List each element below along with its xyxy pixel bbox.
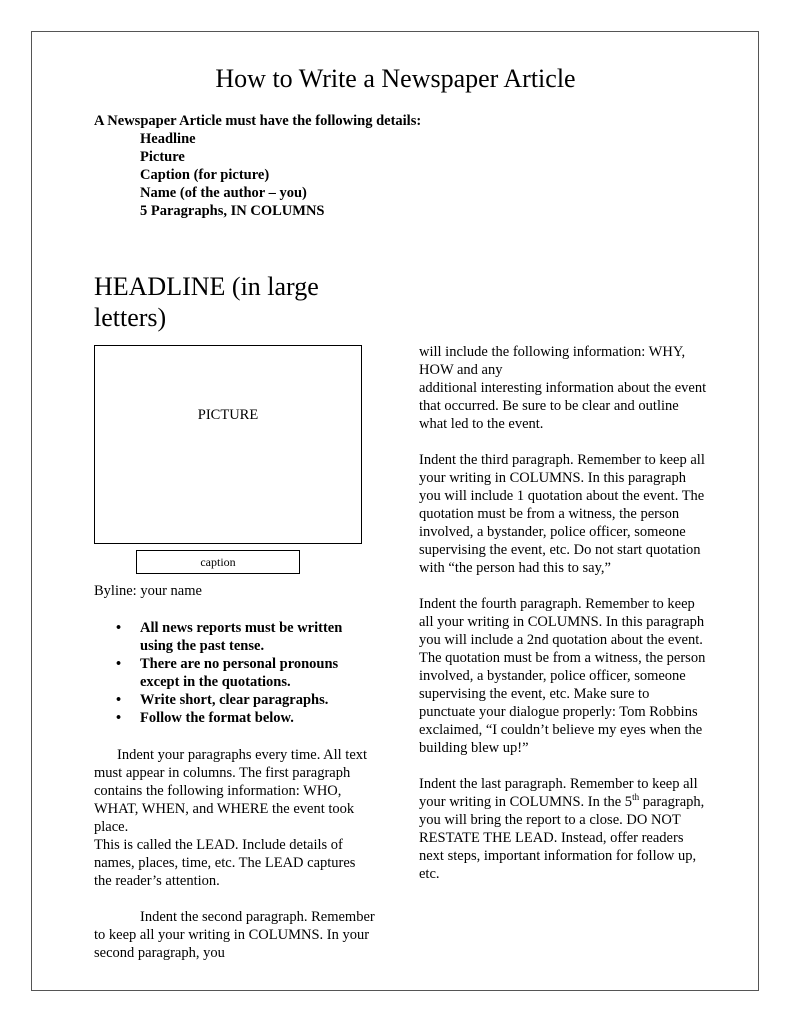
requirement-item: Headline bbox=[140, 131, 196, 147]
paragraph-2: Indent the second paragraph. Remember to keep all your writing in COLUMNS. In your second paragraph, you bbox=[94, 909, 375, 961]
rule-item: • Write short, clear paragraphs. bbox=[94, 691, 374, 709]
right-column bbox=[419, 343, 709, 901]
caption-placeholder: caption bbox=[136, 550, 300, 574]
requirement-item: 5 Paragraphs, IN COLUMNS bbox=[140, 203, 325, 219]
requirements-intro: A Newspaper Article must have the following details: bbox=[94, 113, 422, 129]
requirements-list bbox=[94, 130, 421, 220]
paragraph-4: Indent the fourth paragraph. Remember to keep all your writing in COLUMNS. In this paragraph you will include a 2nd quotation about the event. The quotation must be from a witness, the person involved, a bystander, police officer, someone supervising the event, etc. Make sure to punctuate your dialogue properly: Tom Robbins exclaimed, “I couldn’t believe my eyes when the building blew up!” bbox=[419, 596, 706, 756]
picture-placeholder bbox=[94, 345, 362, 544]
rule-item: • There are no personal pronouns except in the quotations. bbox=[94, 655, 374, 691]
picture-label: PICTURE bbox=[197, 407, 259, 423]
rule-item: • All news reports must be written using the past tense. bbox=[94, 619, 374, 655]
paragraph-5 bbox=[419, 775, 709, 883]
paragraph-2-continued: will include the following information: WHY, HOW and any bbox=[419, 344, 686, 378]
requirement-item: Picture bbox=[140, 149, 185, 165]
paragraph-5-end: paragraph, you will bring the report to a close. DO NOT RESTATE THE LEAD. Instead, offer readers next steps, important information for follow up, etc. bbox=[419, 794, 705, 882]
paragraph-5-start: Indent the last paragraph. Remember to keep all your writing in COLUMNS. In the 5 bbox=[419, 776, 698, 810]
sample-headline: HEADLINE (in large letters) bbox=[94, 272, 319, 332]
requirement-item: Caption (for picture) bbox=[140, 167, 270, 183]
requirement-item: Name (of the author – you) bbox=[140, 185, 307, 201]
byline: Byline: your name bbox=[94, 583, 202, 599]
rules-list bbox=[94, 619, 374, 727]
paragraph-1: Indent your paragraphs every time. All text must appear in columns. The first paragraph contains the following information: WHO, WHAT, WHEN, and WHERE the event took place. bbox=[94, 747, 368, 835]
paragraph-1-lead: This is called the LEAD. Include details of names, places, time, etc. The LEAD captures the reader’s attention. bbox=[94, 837, 356, 889]
rule-item: • Follow the format below. bbox=[94, 709, 374, 727]
ordinal-suffix: th bbox=[632, 792, 640, 803]
left-column bbox=[94, 746, 376, 980]
requirements-section bbox=[94, 112, 421, 220]
paragraph-3: Indent the third paragraph. Remember to keep all your writing in COLUMNS. In this paragraph you will include 1 quotation about the event. The quotation must be from a witness, the person involved, a bystander, police officer, someone supervising the event, etc. Do not start quotation with “the person had this to say,” bbox=[419, 452, 705, 576]
page-title: How to Write a Newspaper Article bbox=[215, 64, 576, 93]
paragraph-2-continued-b: additional interesting information about the event that occurred. Be sure to be clear and outline what led to the event. bbox=[419, 380, 707, 432]
